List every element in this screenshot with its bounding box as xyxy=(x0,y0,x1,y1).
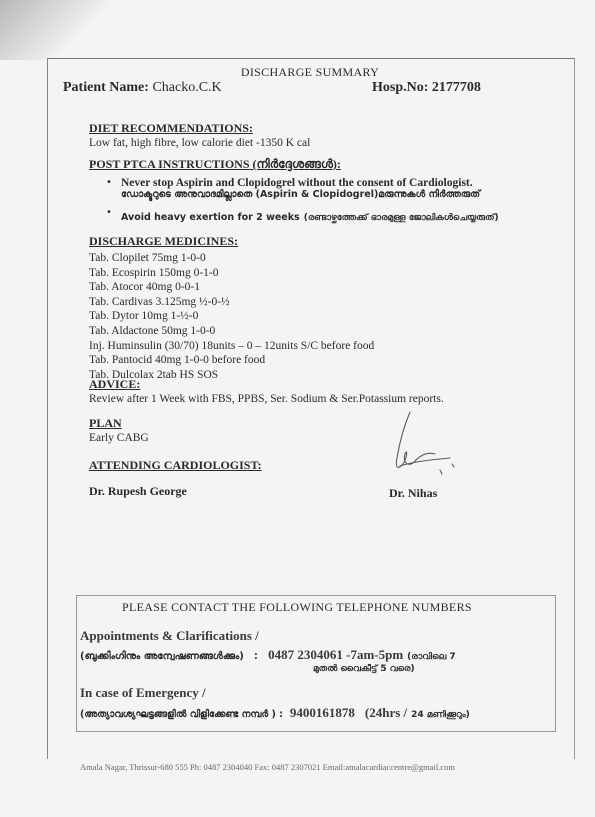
plan-text: Early CABG xyxy=(89,432,149,444)
scan-shadow xyxy=(0,0,110,60)
medicines-section xyxy=(89,234,374,382)
emergency-number: 9400161878 xyxy=(289,705,355,720)
emergency-label: In case of Emergency / xyxy=(80,685,206,700)
advice-section xyxy=(89,377,444,406)
list-item: Tab. Pantocid 40mg 1-0-0 before food xyxy=(89,354,266,367)
advice-heading: ADVICE: xyxy=(89,377,141,391)
advice-text: Review after 1 Week with FBS, PPBS, Ser. Sodium & Ser.Potassium reports. xyxy=(89,393,444,405)
appointments-hours-ml-2: മുതൽ വൈകീട്ട് 5 വരെ) xyxy=(313,664,415,674)
diet-section xyxy=(89,121,310,150)
ptca-item xyxy=(106,177,556,200)
list-item: Tab. Atocor 40mg 0-0-1 xyxy=(89,281,200,294)
diet-text: Low fat, high fibre, low calorie diet -1350 K cal xyxy=(89,137,311,149)
hospital-number: Hosp.No: 2177708 xyxy=(372,80,481,95)
list-item: Inj. Huminsulin (30/70) 18units – 0 – 12units S/C before food xyxy=(89,339,375,352)
ptca-item-2-en: Avoid heavy exertion for 2 weeks xyxy=(121,212,300,223)
diet-heading: DIET RECOMMENDATIONS: xyxy=(89,121,253,135)
plan-section xyxy=(89,416,149,445)
list-item: Tab. Ecospirin 150mg 0-1-0 xyxy=(89,266,219,279)
list-item: Tab. Dytor 10mg 1-½-0 xyxy=(89,310,199,323)
footer-address: Amala Nagar, Thrissur-680 555 Ph: 0487 2304040 Fax: 0487 2307021 Email:amalacardiaccentre@gmail.com xyxy=(80,762,455,772)
ptca-item-1-ml: ഡോക്ടറുടെ അനുവാദമില്ലാതെ (Aspirin & Clopidogrel)മരുന്നുകൾ നിർത്തരുത് xyxy=(121,189,481,200)
list-item: Tab. Clopilet 75mg 1-0-0 xyxy=(89,252,206,264)
ptca-heading: POST PTCA INSTRUCTIONS (നിർദ്ദേശങ്ങൾ): xyxy=(89,157,341,171)
list-item: Tab. Aldactone 50mg 1-0-0 xyxy=(89,324,216,337)
cardiologist-name: Dr. Rupesh George xyxy=(89,484,187,498)
list-item: Tab. Dulcolax 2tab HS SOS xyxy=(89,368,219,381)
ptca-item-2-ml: (രണ്ടാഴ്ചത്തേക്ക് ഭാരമുള്ള ജോലികൾചെയ്യരുത്) xyxy=(303,213,499,223)
emergency-ml: (അത്യാവശ്യഘട്ടങ്ങളിൽ വിളിക്കേണ്ട നമ്പർ ) : xyxy=(80,709,283,720)
signatory-name: Dr. Nihas xyxy=(389,486,438,500)
cardiologist-heading: ATTENDING CARDIOLOGIST: xyxy=(89,458,262,472)
patient-label: Patient Name xyxy=(63,80,145,95)
appointments-separator: : xyxy=(253,647,259,662)
emergency-hours: (24hrs / xyxy=(364,705,408,720)
bullet-icon: • xyxy=(106,177,112,188)
appointments-label: Appointments & Clarifications / xyxy=(80,628,259,643)
contact-title: PLEASE CONTACT THE FOLLOWING TELEPHONE NUMBERS xyxy=(122,600,472,614)
appointments-hours-ml: (രാവിലെ 7 xyxy=(407,652,456,662)
appointments-ml: (ബുക്കിംഗിനും അന്വേഷണങ്ങൾക്കും) xyxy=(80,651,244,662)
medicine-list xyxy=(89,251,374,382)
appointments-number: 0487 2304061 -7am-5pm xyxy=(268,647,404,662)
emergency-line xyxy=(80,704,470,722)
bullet-icon: • xyxy=(106,207,112,218)
patient-name-value: Chacko.C.K xyxy=(152,80,222,95)
cardiologist-section xyxy=(89,458,262,473)
plan-heading: PLAN xyxy=(89,416,122,430)
medicines-heading: DISCHARGE MEDICINES: xyxy=(89,234,239,248)
list-item: Tab. Cardivas 3.125mg ½-0-½ xyxy=(89,295,230,308)
ptca-item xyxy=(106,207,556,225)
patient-name: Patient Name: Chacko.C.K xyxy=(63,80,222,95)
ptca-item-1-en: Never stop Aspirin and Clopidogrel without the consent of Cardiologist. xyxy=(121,177,473,189)
signature-icon xyxy=(380,408,465,490)
ptca-section xyxy=(89,157,341,172)
emergency-hours-ml: 24 മണിക്കൂറും) xyxy=(411,710,470,720)
document-title: DISCHARGE SUMMARY xyxy=(240,65,380,79)
ptca-list xyxy=(106,177,556,225)
appointments-line xyxy=(80,646,456,664)
